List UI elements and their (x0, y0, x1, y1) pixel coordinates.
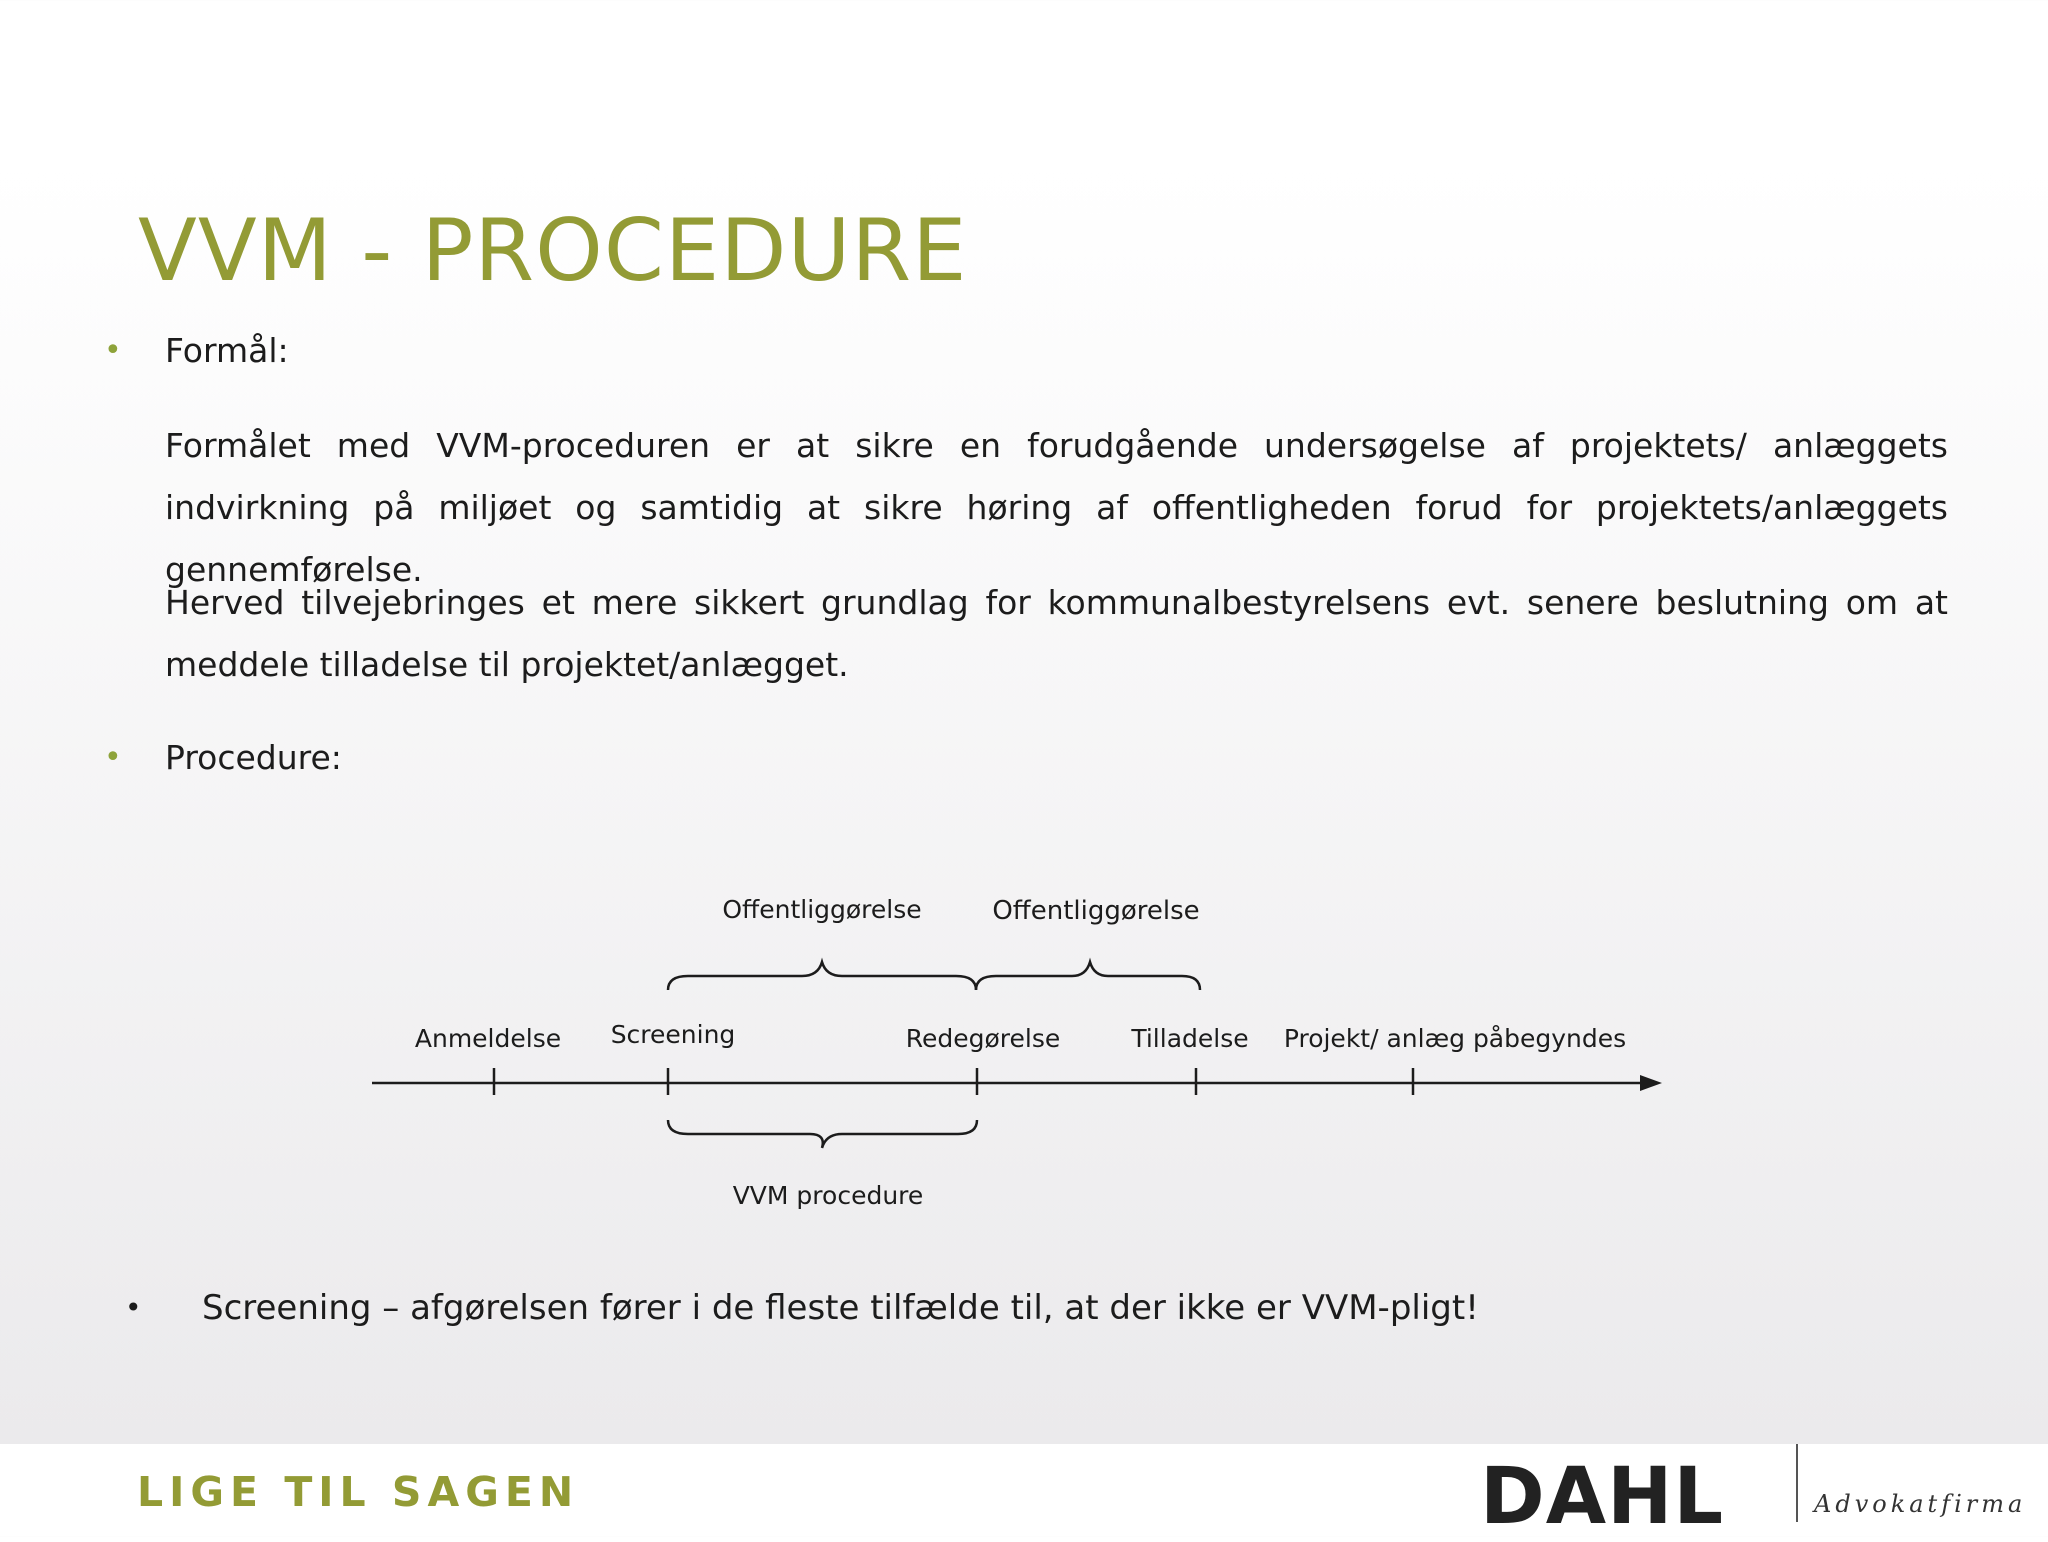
paragraph-purpose: Formålet med VVM-proceduren er at sikre en forudgående undersøgelse af projektets/ anlæggets indvirkning på miljøet og samtidig at sikre høring af offentligheden forud for projektets/anlæggets gennemførelse. (165, 426, 1948, 589)
upper-brace-label: Offentliggørelse (992, 896, 1200, 926)
paragraph-basis: Herved tilvejebringes et mere sikkert grundlag for kommunalbestyrelsens evt. senere beslutning om at meddele tilladelse til projektet/anlægget. (165, 583, 1948, 684)
upper-brace (668, 962, 976, 990)
bullet-icon: • (104, 333, 122, 368)
bullet-icon: • (125, 1291, 142, 1324)
upper-brace (976, 962, 1200, 990)
logo-subtitle: Advokatfirma (1814, 1490, 2027, 1518)
upper-brace-label: Offentliggørelse (722, 895, 922, 924)
timeline-step-label: Projekt/ anlæg påbegyndes (1283, 1024, 1627, 1053)
logo-divider (1796, 1444, 1798, 1522)
timeline-step-label: Anmeldelse (414, 1024, 562, 1053)
timeline-step-label: Screening (610, 1020, 736, 1049)
section-heading-procedure: Procedure: (165, 738, 342, 777)
bullet-icon: • (104, 740, 122, 775)
dahl-logo: DAHL (1480, 1452, 1725, 1542)
timeline-arrowhead (1640, 1075, 1662, 1091)
footer (0, 1444, 2048, 1542)
lower-brace-label: VVM procedure (732, 1181, 924, 1210)
timeline-step-label: Redegørelse (905, 1024, 1061, 1053)
slide-title: VVM - PROCEDURE (138, 201, 968, 301)
screening-note: Screening – afgørelsen fører i de fleste tilfælde til, at der ikke er VVM-pligt! (202, 1288, 1479, 1328)
section-heading-formaal: Formål: (165, 331, 289, 370)
timeline-step-label: Tilladelse (1131, 1024, 1249, 1053)
footer-tagline: LIGE TIL SAGEN (137, 1468, 580, 1516)
lower-brace (668, 1120, 977, 1148)
